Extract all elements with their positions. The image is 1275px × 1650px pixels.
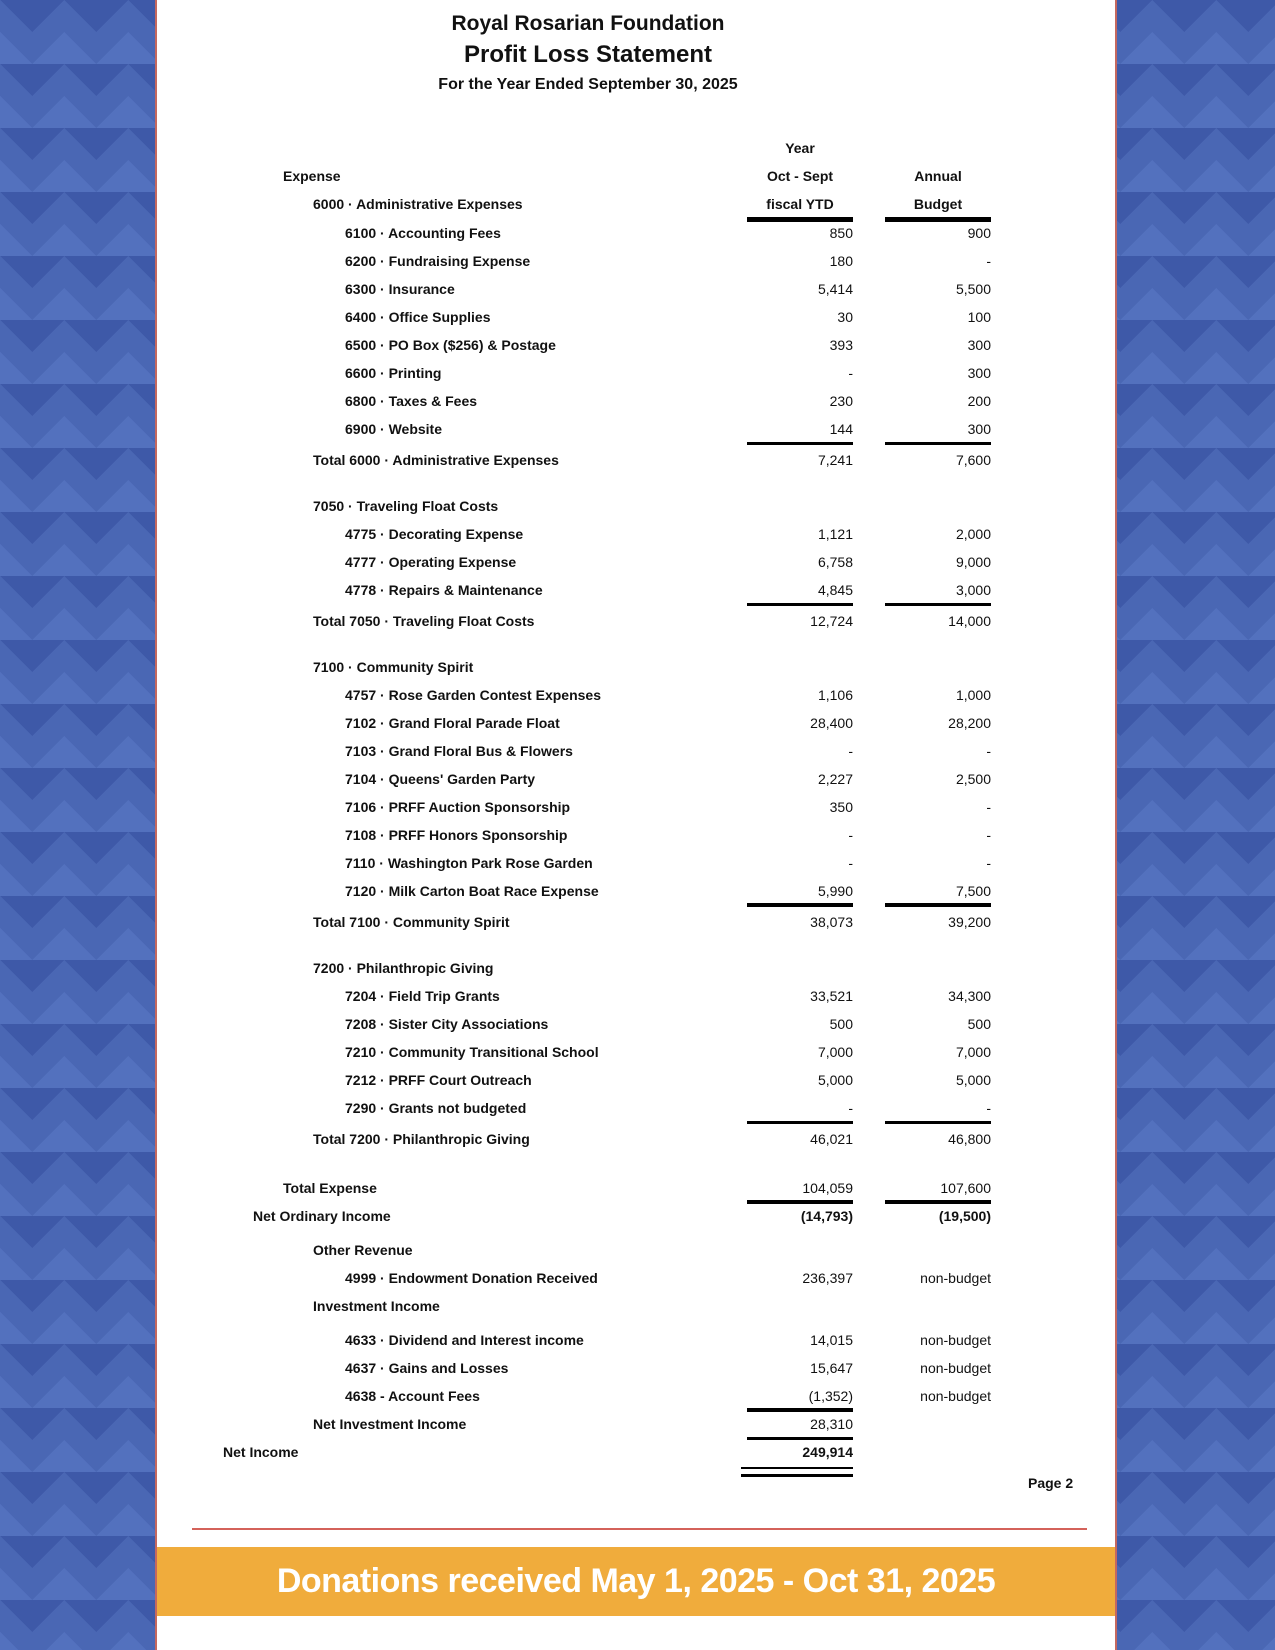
account-label: 4775 · Decorating Expense	[345, 526, 524, 542]
account-label: 4999 · Endowment Donation Received	[345, 1270, 598, 1286]
item-row	[157, 1266, 1115, 1294]
ytd-column-label-line1: Oct - Sept	[766, 168, 834, 184]
ytd-value: 7,241	[817, 452, 853, 468]
budget-value: -	[986, 799, 991, 815]
page-number: Page 2	[1028, 1475, 1074, 1491]
column-header-row-group	[157, 136, 1115, 164]
account-label: 7212 · PRFF Court Outreach	[345, 1072, 532, 1088]
ytd-value: 500	[829, 1016, 853, 1032]
admin-expenses-section-label: 6000 · Administrative Expenses	[313, 196, 523, 212]
item-row	[157, 389, 1115, 417]
ytd-value: -	[848, 743, 853, 759]
ytd-value: 6,758	[817, 554, 853, 570]
account-label: Total 6000 · Administrative Expenses	[313, 452, 559, 468]
item-row	[157, 851, 1115, 879]
budget-value: 7,000	[955, 1044, 991, 1060]
budget-value: 14,000	[948, 613, 991, 629]
ytd-value: 393	[829, 337, 853, 353]
account-table	[157, 221, 1115, 1468]
account-label: 7050 · Traveling Float Costs	[313, 498, 499, 514]
budget-value: 100	[967, 309, 991, 325]
budget-value: 3,000	[955, 582, 991, 598]
item-row	[157, 1384, 1115, 1412]
account-label: 7200 · Philanthropic Giving	[313, 960, 494, 976]
account-label: 6200 · Fundraising Expense	[345, 253, 531, 269]
account-label: 4778 · Repairs & Maintenance	[345, 582, 543, 598]
budget-value: 1,000	[955, 687, 991, 703]
ytd-value: 4,845	[817, 582, 853, 598]
account-label: 6800 · Taxes & Fees	[345, 393, 478, 409]
ytd-value: 1,121	[817, 526, 853, 542]
item-row	[157, 795, 1115, 823]
budget-value: -	[986, 1100, 991, 1116]
donations-banner	[157, 1547, 1115, 1616]
item-row	[157, 984, 1115, 1012]
item-row	[157, 417, 1115, 445]
ytd-value: 5,990	[817, 883, 853, 899]
account-label: 7102 · Grand Floral Parade Float	[345, 715, 560, 731]
ytd-value: -	[848, 827, 853, 843]
account-label: 4633 · Dividend and Interest income	[345, 1332, 584, 1348]
budget-value: 7,500	[955, 883, 991, 899]
donations-banner-text: Donations received May 1, 2025 - Oct 31, 2025	[276, 1562, 996, 1600]
report-page	[155, 0, 1117, 1650]
ytd-value: 350	[829, 799, 853, 815]
item-row	[157, 711, 1115, 739]
budget-column-label-line1: Annual	[914, 168, 962, 184]
ytd-value: 2,227	[817, 771, 853, 787]
budget-value: -	[986, 855, 991, 871]
item-row	[157, 550, 1115, 578]
item-row	[157, 361, 1115, 389]
ytd-value: (1,352)	[808, 1388, 853, 1404]
account-label: 7110 · Washington Park Rose Garden	[345, 855, 593, 871]
account-label: Net Investment Income	[313, 1416, 467, 1432]
ytd-value: 1,106	[817, 687, 853, 703]
account-label: 6900 · Website	[345, 421, 443, 437]
budget-value: 300	[967, 421, 991, 437]
item-row	[157, 305, 1115, 333]
report-title: Royal Rosarian Foundation	[451, 12, 725, 35]
account-label: 6400 · Office Supplies	[345, 309, 491, 325]
item-row	[157, 1328, 1115, 1356]
budget-value: non-budget	[920, 1360, 991, 1376]
account-label: Total Expense	[283, 1180, 377, 1196]
budget-value: 900	[967, 225, 991, 241]
item-row	[157, 767, 1115, 795]
account-label: Total 7200 · Philanthropic Giving	[313, 1131, 530, 1147]
budget-value: 500	[967, 1016, 991, 1032]
account-label: Other Revenue	[313, 1242, 413, 1258]
account-label: Total 7100 · Community Spirit	[313, 914, 510, 930]
account-label: 7100 · Community Spirit	[313, 659, 474, 675]
account-label: 4777 · Operating Expense	[345, 554, 517, 570]
ytd-value: 7,000	[817, 1044, 853, 1060]
account-label: 6600 · Printing	[345, 365, 442, 381]
item-row	[157, 1040, 1115, 1068]
account-label: 4638 - Account Fees	[345, 1388, 480, 1404]
total-row	[157, 609, 1115, 637]
total-row	[157, 910, 1115, 938]
expense-section-label: Expense	[283, 168, 341, 184]
item-row	[157, 683, 1115, 711]
ytd-column-label-line2: fiscal YTD	[766, 196, 834, 212]
item-row	[157, 823, 1115, 851]
ytd-value: 249,914	[802, 1444, 853, 1460]
ytd-value: 14,015	[810, 1332, 853, 1348]
report-period: For the Year Ended September 30, 2025	[438, 76, 738, 93]
summary-row	[157, 1204, 1115, 1232]
account-label: Net Ordinary Income	[253, 1208, 391, 1224]
total-row	[157, 448, 1115, 476]
ytd-value: 180	[829, 253, 853, 269]
budget-value: 46,800	[948, 1131, 991, 1147]
ytd-value: -	[848, 855, 853, 871]
ytd-value: 850	[829, 225, 853, 241]
item-row	[157, 578, 1115, 606]
account-label: 7210 · Community Transitional School	[345, 1044, 599, 1060]
item-row	[157, 1012, 1115, 1040]
account-label: 7208 · Sister City Associations	[345, 1016, 549, 1032]
budget-value: non-budget	[920, 1332, 991, 1348]
ytd-value: 30	[837, 309, 853, 325]
budget-value: 7,600	[955, 452, 991, 468]
budget-value: 300	[967, 337, 991, 353]
underline-rule	[747, 442, 853, 445]
budget-value: -	[986, 253, 991, 269]
ytd-value: -	[848, 365, 853, 381]
ytd-value: 15,647	[810, 1360, 853, 1376]
section-row	[157, 655, 1115, 683]
account-label: Total 7050 · Traveling Float Costs	[313, 613, 535, 629]
account-label: 4637 · Gains and Losses	[345, 1360, 509, 1376]
item-row	[157, 879, 1115, 907]
account-label: Investment Income	[313, 1298, 440, 1314]
column-header-row-2	[157, 192, 1115, 220]
ytd-value: 28,310	[810, 1416, 853, 1432]
item-row	[157, 1096, 1115, 1124]
budget-column-label-line2: Budget	[913, 196, 963, 212]
double-underline-rule	[741, 1467, 853, 1477]
budget-value: 5,000	[955, 1072, 991, 1088]
underline-rule	[747, 603, 853, 606]
budget-value: 2,000	[955, 526, 991, 542]
report-header	[157, 12, 1019, 94]
budget-value: 28,200	[948, 715, 991, 731]
profit-loss-statement	[157, 0, 1115, 1650]
account-label: 7108 · PRFF Honors Sponsorship	[345, 827, 568, 843]
total-row	[157, 1127, 1115, 1155]
account-label: 7290 · Grants not budgeted	[345, 1100, 527, 1116]
budget-value: 9,000	[955, 554, 991, 570]
budget-value: 39,200	[948, 914, 991, 930]
account-label: 6300 · Insurance	[345, 281, 455, 297]
item-row	[157, 221, 1115, 249]
section-row	[157, 1238, 1115, 1266]
ytd-value: 104,059	[802, 1180, 853, 1196]
item-row	[157, 277, 1115, 305]
total-row	[157, 1412, 1115, 1440]
ytd-value: 28,400	[810, 715, 853, 731]
account-label: 7103 · Grand Floral Bus & Flowers	[345, 743, 573, 759]
budget-value: -	[986, 827, 991, 843]
ytd-value: (14,793)	[800, 1208, 853, 1224]
ytd-value: -	[848, 1100, 853, 1116]
underline-rule	[747, 1121, 853, 1124]
ytd-value: 38,073	[810, 914, 853, 930]
account-label: 6500 · PO Box ($256) & Postage	[345, 337, 556, 353]
total-row	[157, 1176, 1115, 1204]
budget-value: 2,500	[955, 771, 991, 787]
item-row	[157, 739, 1115, 767]
item-row	[157, 1068, 1115, 1096]
item-row	[157, 522, 1115, 550]
underline-rule	[885, 903, 991, 907]
account-label: 4757 · Rose Garden Contest Expenses	[345, 687, 601, 703]
footer-divider-line	[192, 1528, 1087, 1530]
ytd-value: 46,021	[810, 1131, 853, 1147]
budget-value: -	[986, 743, 991, 759]
item-row	[157, 333, 1115, 361]
section-row	[157, 1294, 1115, 1322]
account-label: Net Income	[223, 1444, 299, 1460]
section-row	[157, 494, 1115, 522]
underline-rule	[885, 442, 991, 445]
budget-value: 200	[967, 393, 991, 409]
underline-rule	[747, 903, 853, 907]
item-row	[157, 249, 1115, 277]
column-headers	[157, 136, 1115, 220]
ytd-value: 12,724	[810, 613, 853, 629]
budget-value: (19,500)	[938, 1208, 991, 1224]
ytd-value: 144	[829, 421, 853, 437]
budget-value: non-budget	[920, 1270, 991, 1286]
ytd-value: 236,397	[802, 1270, 853, 1286]
budget-value: 300	[967, 365, 991, 381]
budget-value: 34,300	[948, 988, 991, 1004]
budget-value: non-budget	[920, 1388, 991, 1404]
report-subtitle: Profit Loss Statement	[463, 41, 713, 68]
ytd-value: 33,521	[810, 988, 853, 1004]
item-row	[157, 1356, 1115, 1384]
underline-rule	[885, 603, 991, 606]
account-label: 7204 · Field Trip Grants	[345, 988, 500, 1004]
account-label: 7104 · Queens' Garden Party	[345, 771, 536, 787]
ytd-value: 5,414	[817, 281, 853, 297]
budget-value: 107,600	[940, 1180, 991, 1196]
underline-rule	[885, 1121, 991, 1124]
budget-value: 5,500	[955, 281, 991, 297]
column-group-label: Year	[785, 140, 815, 156]
account-label: 7106 · PRFF Auction Sponsorship	[345, 799, 571, 815]
summary-row	[157, 1440, 1115, 1468]
ytd-value: 5,000	[817, 1072, 853, 1088]
section-row	[157, 956, 1115, 984]
column-header-row-1	[157, 164, 1115, 192]
ytd-value: 230	[829, 393, 853, 409]
account-label: 6100 · Accounting Fees	[345, 225, 501, 241]
account-label: 7120 · Milk Carton Boat Race Expense	[345, 883, 599, 899]
